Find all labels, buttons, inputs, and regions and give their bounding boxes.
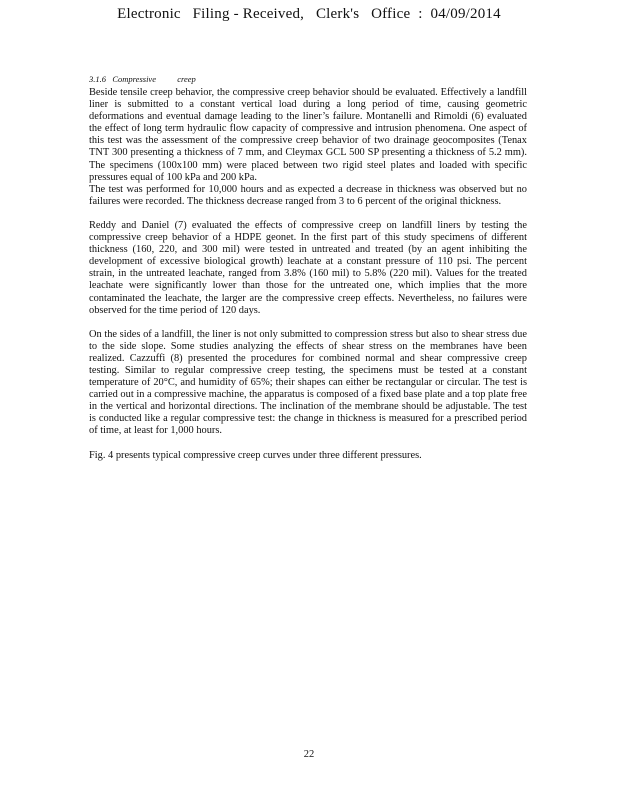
paragraph-shear-stress: On the sides of a landfill, the liner is not only submitted to compression stress but also to shear stress due to the side slope. Some studies analyzing the effects of shear stress on the membranes have been realized. Cazzuffi (8) presented the procedures for combined normal and shear compressive creep testing. Similar to regular compressive creep testing, the specimens must be tested at a constant temperature of 20°C, and humidity of 65%; their shapes can either be rectangular or circular. The test is carried out in a compressive machine, the apparatus is composed of a fixed base plate and a top plate free in the vertical and horizontal directions. The inclination of the membrane should be adjustable. The test is conducted like a regular compressive test: the change in thickness is measured for a prescribed period of time, at least for 1,000 hours. bbox=[89, 328, 527, 437]
page-number: 22 bbox=[303, 749, 315, 760]
paragraph-creep-intro: Beside tensile creep behavior, the compressive creep behavior should be evaluated. Effectively a landfill liner is submitted to a constant vertical load during a long period of time, causing geometric deformations and eventual damage leading to the liner’s failure. Montanelli and Rimoldi (6) evaluated the effect of long term hydraulic flow capacity of compressive and intrusion phenomena. One aspect of this test was the assessment of the compressive creep behavior of two drainage geocomposites (Tenax TNT 300 presenting a thickness of 7 mm, and Cleymax GCL 500 SP presenting a thickness of 5.2 mm). The specimens (100x100 mm) were placed between two rigid steel plates and loaded with specific pressures equal of 100 kPa and 200 kPa. bbox=[89, 87, 527, 183]
paragraph-figure-reference: Fig. 4 presents typical compressive creep curves under three different pressures. bbox=[89, 449, 422, 461]
paragraph-test-results: The test was performed for 10,000 hours and as expected a decrease in thickness was observed but no failures were recorded. The thickness decrease ranged from 3 to 6 percent of the original thickness. bbox=[89, 183, 527, 207]
paragraph-reddy-daniel: Reddy and Daniel (7) evaluated the effects of compressive creep on landfill liners by testing the compressive creep behavior of a HDPE geonet. In the first part of this study specimens of different thickness (160, 220, and 300 mil) were tested in untreated and treated (by an agent inhibiting the development of excessive biological growth) leachate at a constant pressure of 110 psi. The percent strain, in the untreated leachate, ranged from 3.8% (160 mil) to 5.8% (220 mil). Values for the treated leachate were significantly lower than those for the untreated one, which implies that the more contaminated the leachate, the larger are the compressive creep effects. Nevertheless, no failures were observed for the time period of 120 days. bbox=[89, 219, 527, 316]
filing-stamp-header: Electronic Filing - Received, Clerk's Office : 04/09/2014 bbox=[117, 6, 501, 22]
section-heading: 3.1.6 Compressive creep bbox=[89, 74, 196, 84]
document-body bbox=[89, 74, 527, 462]
